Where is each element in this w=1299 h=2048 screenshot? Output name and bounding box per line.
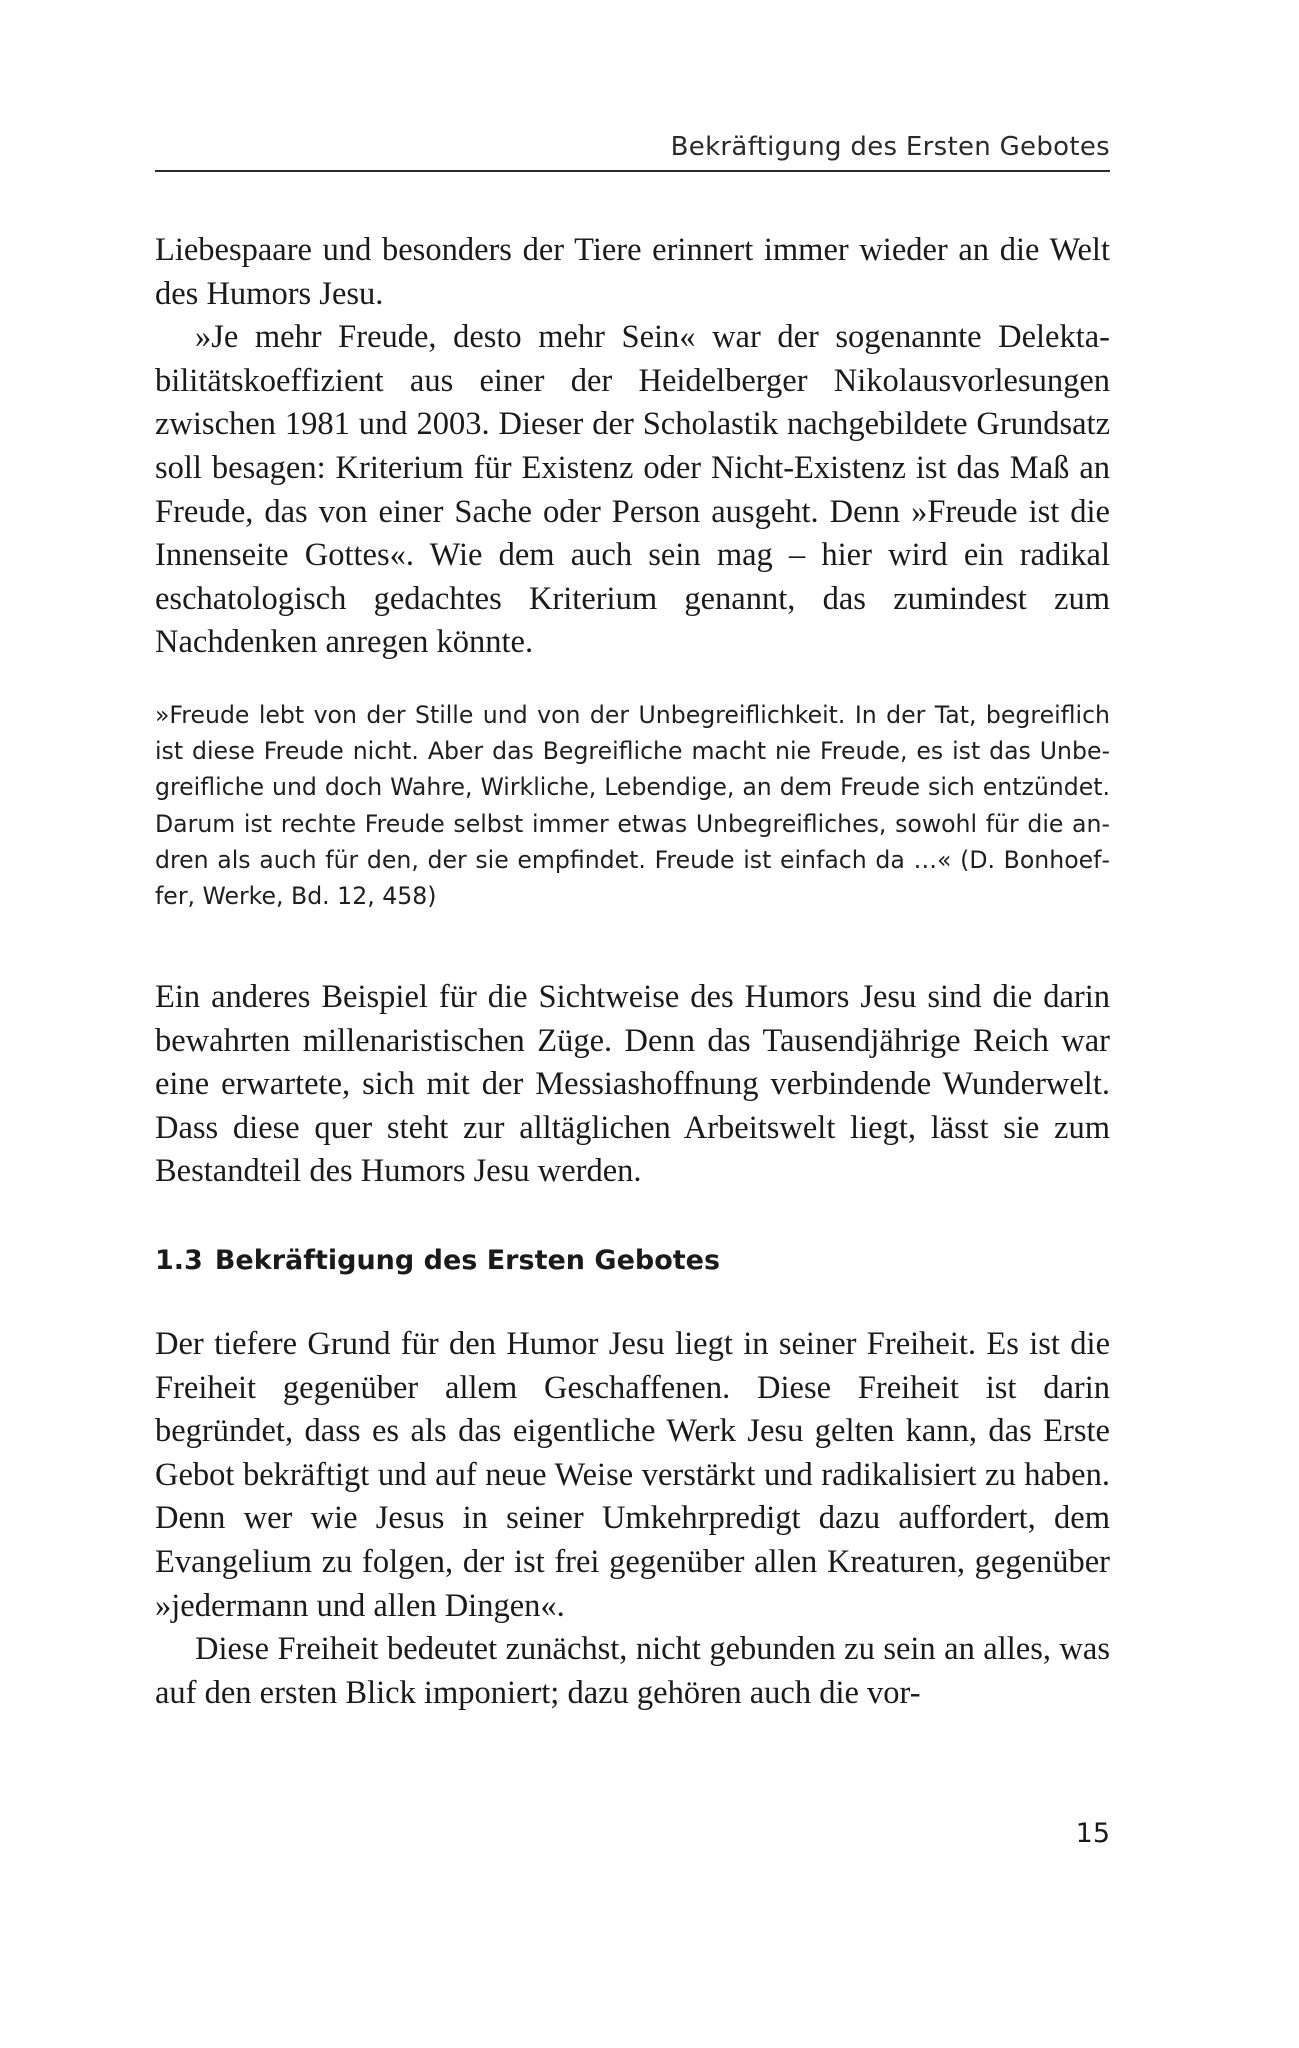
block-quote: [155, 697, 1110, 914]
paragraph: Liebespaare und besonders der Tiere erinnert immer wieder an die Welt des Humors Jesu.: [155, 232, 1110, 312]
paragraph: »Je mehr Freude, desto mehr Sein« war der sogenannte Delektabilitätskoeffizient aus einer der Heidelberger Nikolausvorlesungen zwischen 1981 und 2003. Dieser der Scholastik nachgebildete Grundsatz soll besagen: Kriterium für Existenz oder Nicht-Existenz ist das Maß an Freude, das von einer Sache oder Person ausgeht. Denn »Freude ist die Innenseite Gottes«. Wie dem auch sein mag – hier wird ein radikal eschatologisch gedachtes Kriterium genannt, das zumindest zum Nachdenken anregen könnte.: [155, 319, 1110, 661]
paragraph: Diese Freiheit bedeutet zunächst, nicht gebunden zu sein an alles, was auf den ersten Blick imponiert; dazu gehören auch die vor-: [155, 1631, 1110, 1711]
page-number: 15: [1075, 1818, 1110, 1849]
text-block-bottom: [155, 1323, 1110, 1715]
section-heading: [155, 1243, 1110, 1279]
paragraph: Ein anderes Beispiel für die Sichtweise des Humors Jesu sind die darin bewahrten millenaristischen Züge. Denn das Tausendjährige Reich war eine erwartete, sich mit der Messiashoffnung verbindende Wunderwelt. Dass diese quer steht zur alltäglichen Arbeitswelt liegt, lässt sie zum Bestandteil des Humors Jesu werden.: [155, 979, 1110, 1190]
header-rule: [155, 170, 1110, 172]
text-block-middle: [155, 976, 1110, 1194]
paragraph: Der tiefere Grund für den Humor Jesu liegt in seiner Freiheit. Es ist die Freiheit gegenüber allem Geschaffenen. Diese Freiheit ist darin begründet, dass es als das eigentliche Werk Jesu gelten kann, das Erste Gebot bekräftigt und auf neue Weise verstärkt und radikalisiert zu haben. Denn wer wie Jesus in seiner Umkehrpredigt dazu auffordert, dem Evangelium zu folgen, der ist frei gegenüber allen Kreaturen, gegenüber »jedermann und allen Dingen«.: [155, 1326, 1110, 1624]
running-header: Bekräftigung des Ersten Gebotes: [670, 132, 1110, 162]
text-block-top: [155, 229, 1110, 665]
section-title: Bekräftigung des Ersten Gebotes: [214, 1245, 721, 1276]
quote-text: »Freude lebt von der Stille und von der Unbegreiflichkeit. In der Tat, begreiflich ist diese Freude nicht. Aber das Begreifliche macht nie Freude, es ist das Unbegreifliche und doch Wahre, Wirkliche, Lebendige, an dem Freude sich entzündet. Darum ist rechte Freude selbst immer etwas Unbegreifliches, sowohl für die andren als auch für den, der sie empfindet. Freude ist einfach da …« (D. Bonhoeffer, Werke, Bd. 12, 458): [155, 701, 1110, 911]
section-number: 1.3: [155, 1245, 203, 1276]
